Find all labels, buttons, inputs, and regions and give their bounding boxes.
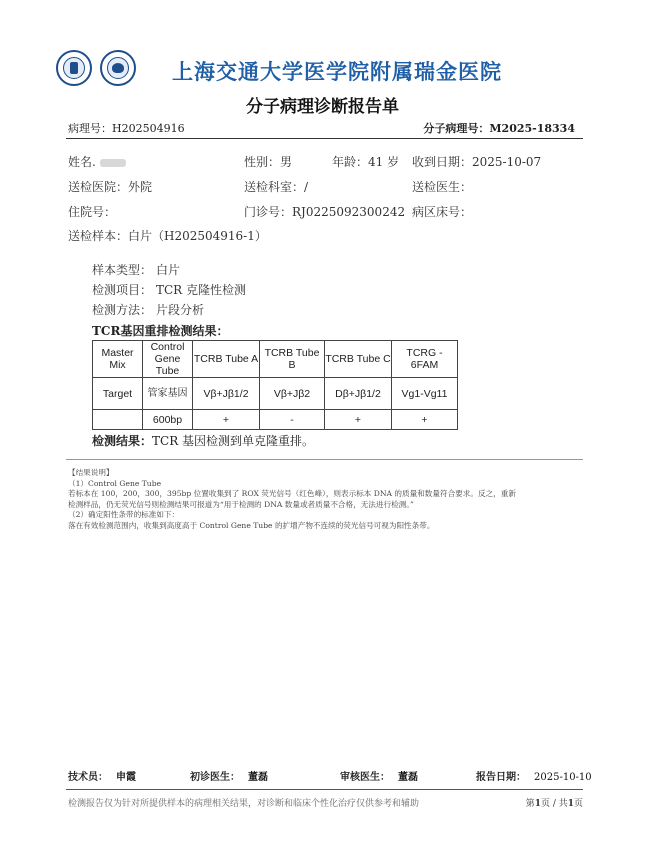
page-mid: 页 / 共 <box>540 799 568 809</box>
outpatient-number: 门诊号：RJ0225092300242 <box>244 205 406 219</box>
test-method-row <box>92 301 204 318</box>
table-cell: Dβ+Jβ1/2 <box>325 378 392 410</box>
table-cell: - <box>260 410 325 430</box>
notes-title: 【结果说明】 <box>68 468 114 477</box>
result-divider <box>66 459 583 460</box>
table-header-cell: Control Gene Tube <box>143 341 193 378</box>
sending-doctor: 送检医生： <box>412 180 473 194</box>
notes-line: 检测样品，仍无荧光信号则检测结果可报道为“用于检测的 DNA 数量或者质量不合格，无法进行检测。” <box>68 499 414 509</box>
table-cell: Target <box>93 378 143 410</box>
test-item-value: TCR 克隆性检测 <box>156 283 247 297</box>
table-cell <box>93 410 143 430</box>
table-header-cell: TCRG - 6FAM <box>392 341 458 378</box>
technician-name: 申霞 <box>116 772 136 783</box>
table-header-row <box>93 341 458 378</box>
total-pages: 1 <box>567 799 574 809</box>
sample-sent: 送检样本：白片（H202504916-1） <box>68 229 267 243</box>
gender: 性别：男 <box>244 155 293 169</box>
result-notes <box>68 468 588 532</box>
university-emblem-icon <box>56 50 92 86</box>
table-header-cell: TCRB Tube C <box>325 341 392 378</box>
report-date-label: 报告日期： <box>476 772 526 783</box>
table-cell: + <box>325 410 392 430</box>
table-title: TCR基因重排检测结果： <box>92 324 229 338</box>
pathology-number: 病理号：H202504916 <box>68 122 185 135</box>
sample-type-value: 白片 <box>156 263 181 277</box>
table-header-cell: Master Mix <box>93 341 143 378</box>
review-doctor <box>340 768 418 783</box>
page-suffix: 页 <box>573 799 583 809</box>
age: 年龄：41 岁 <box>332 155 400 169</box>
current-page: 1 <box>534 799 541 809</box>
logo-group <box>56 50 136 86</box>
footer-disclaimer: 检测报告仅为针对所提供样本的病理相关结果，对诊断和临床个性化治疗仅供参考和辅助 <box>68 799 420 809</box>
sending-department: 送检科室：/ <box>244 180 309 194</box>
table-cell: + <box>392 410 458 430</box>
header-divider <box>66 138 583 139</box>
report-date <box>476 768 592 783</box>
admission-number: 住院号： <box>68 205 117 219</box>
initial-doctor-name: 董磊 <box>248 772 268 783</box>
table-cell: + <box>193 410 260 430</box>
sample-type-label: 样本类型： <box>92 263 153 277</box>
hospital-emblem-icon <box>100 50 136 86</box>
sample-type-row <box>92 261 180 278</box>
test-method-label: 检测方法： <box>92 303 153 317</box>
review-doctor-name: 董磊 <box>398 772 418 783</box>
notes-line: （1）Control Gene Tube <box>68 478 162 488</box>
notes-line: 若标本在 100，200，300，395bp 位置收集到了 ROX 荧光信号（红色峰），则表示标本 DNA 的质量和数量符合要求。反之，重新 <box>68 489 516 499</box>
patient-name <box>68 153 126 170</box>
patient-name-label: 姓名. <box>68 155 96 169</box>
hospital-name: 上海交通大学医学院附属瑞金医院 <box>172 60 502 84</box>
report-date-value: 2025-10-10 <box>534 772 592 783</box>
page-prefix: 第 <box>525 799 535 809</box>
report-title: 分子病理诊断报告单 <box>246 97 399 117</box>
review-doctor-label: 审核医生： <box>340 772 390 783</box>
initial-doctor <box>190 768 268 783</box>
redacted-name <box>100 159 126 167</box>
technician-label: 技术员： <box>68 772 108 783</box>
table-header-cell: TCRB Tube A <box>193 341 260 378</box>
test-method-value: 片段分析 <box>156 303 205 317</box>
initial-doctor-label: 初诊医生： <box>190 772 240 783</box>
sending-hospital: 送检医院：外院 <box>68 180 153 194</box>
notes-line: 落在有效检测范围内，收集到高度高于 Control Gene Tube 的扩增产物不连续的荧光信号可视为阳性条带。 <box>68 520 435 530</box>
table-cell: 管家基因 <box>143 378 193 410</box>
table-header-cell: TCRB Tube B <box>260 341 325 378</box>
test-item-label: 检测项目： <box>92 283 153 297</box>
molecular-pathology-number: 分子病理号：M2025-18334 <box>423 122 575 135</box>
table-cell: Vg1-Vg11 <box>392 378 458 410</box>
table-cell: 600bp <box>143 410 193 430</box>
table-row <box>93 378 458 410</box>
table-cell: Vβ+Jβ2 <box>260 378 325 410</box>
table-cell: Vβ+Jβ1/2 <box>193 378 260 410</box>
received-date: 收到日期：2025-10-07 <box>412 155 542 169</box>
page-number <box>526 796 583 809</box>
ward-bed: 病区床号： <box>412 205 473 219</box>
technician <box>68 768 136 783</box>
result-label: 检测结果： <box>92 434 153 448</box>
test-result <box>92 432 314 449</box>
test-item-row <box>92 281 246 298</box>
table-row <box>93 410 458 430</box>
footer-divider <box>66 789 583 790</box>
notes-line: （2）确定阳性条带的标准如下： <box>68 510 180 520</box>
results-table <box>92 340 458 430</box>
result-text: TCR 基因检测到单克隆重排。 <box>152 434 315 448</box>
